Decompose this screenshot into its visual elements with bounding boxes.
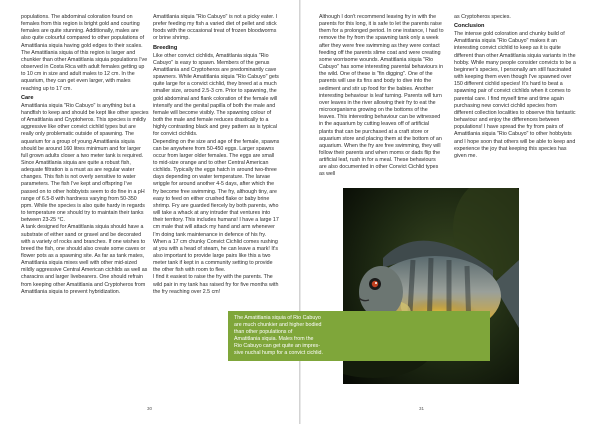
- parental-behaviour-paragraph: Although I don't recommend leaving fry in with the parents for this long, it is safe to let the parents raise them for a prolonged period. In one instance, I had to remove the fry from the spawning tank only a week after they were free swimming as they were contact feeding off the parents slime coat and were creating some worrisome wounds. Amatitlania siquia "Rio Cabuyo" has some interesting parental behaviours in the wild. One of these is "fin digging". One of the parents will use its fins and body to dive into the sediment and stir up food for the babies. Another interesting behaviour is leaf turning. Parents will turn over leaves in the river allowing their fry to eat the microorganisms growing on the bottoms of the leaves. This interesting behaviour can be witnessed in the aquarium by cutting leaves off of artificial plants that can be purchased at a craft store or aquarium store and placing them at the bottom of an aquarium. When the fry are free swimming, they will follow their parents and when moms or dads flip the artificial leaf, rush in for a meal. These behaviours are also documented in other Convict Cichlid types as well: [319, 14, 444, 178]
- breeding-paragraph-2: Depending on the size and age of the female, spawns can be anywhere from 50-450 eggs. Larger spawns occur from larger older females. The eggs are small to mid-size orange and to other Central American cichlids. Typically the eggs hatch in around two-three days depending on water temperature. The larvae wriggle for around another 4-5 days, after which the fry become free swimming. The fry, although tiny, are easy to feed on either crushed flake or baby brine shrimp. Fry are guarded fiercely by both parents, who will take a whack at any intruder that ventures into their territory. This includes humans! I have a large 17 cm male that will attack my hand and arm whenever I'm doing tank maintenance in defence of his fry. When a 17 cm chunky Convict Cichlid comes rushing at you with a head of steam, he can leave a mark! It's also important to provide large pairs like this a two meter tank if kept in a community setting to provide the other fish with room to flee.: [153, 138, 280, 274]
- care-paragraph: Amatitlania siquia "Rio Cabuyo" is anything but a handfish to keep and should be kept like other species of Amatitlania and Cryptoheros. This species is mildly aggressive like other convict cichlid types but are really only problematic outside of spawning. The aquarium for a group of young Amatitlania siquia should be around 160 litres minimum and for larger full grown adults closer a two meter tank is required. Since Amatitlania siquia are quite a robust fish, adequate filtration is a must as are regular water changes. This fish is not overly sensitive to water parameters. The fish I've kept and offspring I've passed on to other hobbyists seem to do fine in a pH range of 6.5-8 with hardness varying from 50-350 ppm. While the species is also quite hardy in regards to temperature one should try to maintain their tanks between 23-25 °C.: [21, 102, 149, 224]
- feeding-paragraph: Amatitlania siquia "Rio Cabuyo" is not a picky eater. I prefer feeding my fish a varied diet of pellet and stick foods with the occasional treat of frozen bloodworms or brine shrimp.: [153, 14, 278, 42]
- right-page-column-2: [454, 14, 576, 194]
- tank-paragraph: A tank designed for Amatitlania siquia should have a substrate of either sand or gravel and be decorated with a variety of rocks and branches. If one wishes to breed the fish, one should also create some caves or flower pots as a spawning site. As far as tank mates, Amatitlania siquia mixes well with other mid-sized mildly aggressive Central American cichlids as well as characins and larger livebearers. One should refrain from keeping other Amatitlania and Cryptoheros from Amatitlania siquia to prevent hybridization.: [21, 224, 148, 295]
- caption-line: The Amatitlania siquia of Rio Cabuyo: [234, 315, 321, 321]
- page-number-left: 30: [147, 406, 153, 411]
- breeding-heading: Breeding: [153, 44, 178, 51]
- caption-line: Rio Cabuyo can get quite an impres-: [234, 343, 320, 349]
- right-page-column-1: [319, 14, 444, 204]
- intro-paragraph: populations. The abdominal coloration found on females from this region is bright gold and courting females are quite stunning. Additionally, males are also quite colourful compared to other populations of Amatitlania siquia having gold edges to their scales. The Amatitlania siquia of this region is larger and chunkier than other Amatitlania siquia populations I've observed in Costa Rica with adult females getting up to 10 cm in size and adult males to 12 cm. In the aquarium, they can get even larger, with males reaching up to 17 cm.: [21, 14, 148, 92]
- caption-line: are much chunkier and higher bodied: [234, 322, 322, 328]
- breeding-paragraph: Like other convict cichlids, Amatitlania siquia "Rio Cabuyo" is easy to spawn. Members of the genus Amatitlania and Cryptoheros are predominantly cave spawners. While Amatitlania siquia "Rio Cabuyo" gets quite large for a convict cichlid, they breed at a much smaller size, around 2.5-3 cm. Prior to spawning, the gold abdominal and flank coloration of the female will intensify and the genital papilla of both the male and female will become visibly. The spawning colour of both the male and female reduces drastically to a highly contrasting black and grey pattern as is typical for convict cichlids.: [153, 52, 279, 138]
- conclusion-paragraph: The intense gold coloration and chunky build of Amatitlania siquia "Rio Cabuyo" makes it an interesting convict cichlid to keep as it is quite different than other Amatitlania siquia variants in the hobby. While many people consider convicts to be a beginner's species, I personally am still fascinated with keeping them even though I've spawned over 150 different cichlid species! It's hard to beat a spawning pair of convict cichlids when it comes to parental care. I find myself time and time again purchasing new convict cichlid species from different collection localities to observe this fantastic behaviour and enjoy the differences between populations! I have spread the fry from pairs of Amatitlania siquia "Rio Cabuyo" to other hobbyists and I hope soon that others will be able to keep and experience the joy that keeping this species has given me.: [454, 31, 576, 159]
- caption-line: sive nuchal hump for a convict cichlid.: [234, 350, 323, 356]
- photo-caption: [228, 311, 490, 361]
- continued-text: as Cryptoheros species.: [454, 14, 511, 20]
- caption-line: than other populations of: [234, 329, 293, 335]
- breeding-paragraph-3: I find it easiest to raise the fry with the parents. The wild pair in my tank has raised fry for five months with the fry reaching over 2.5 cm!: [153, 274, 279, 295]
- conclusion-heading: Conclusion: [454, 23, 485, 30]
- caption-line: Amatitlania siquia. Males from the: [234, 336, 314, 342]
- page-number-right: 31: [419, 406, 425, 411]
- care-heading: Care: [21, 94, 34, 101]
- left-page-column-1: [21, 14, 149, 410]
